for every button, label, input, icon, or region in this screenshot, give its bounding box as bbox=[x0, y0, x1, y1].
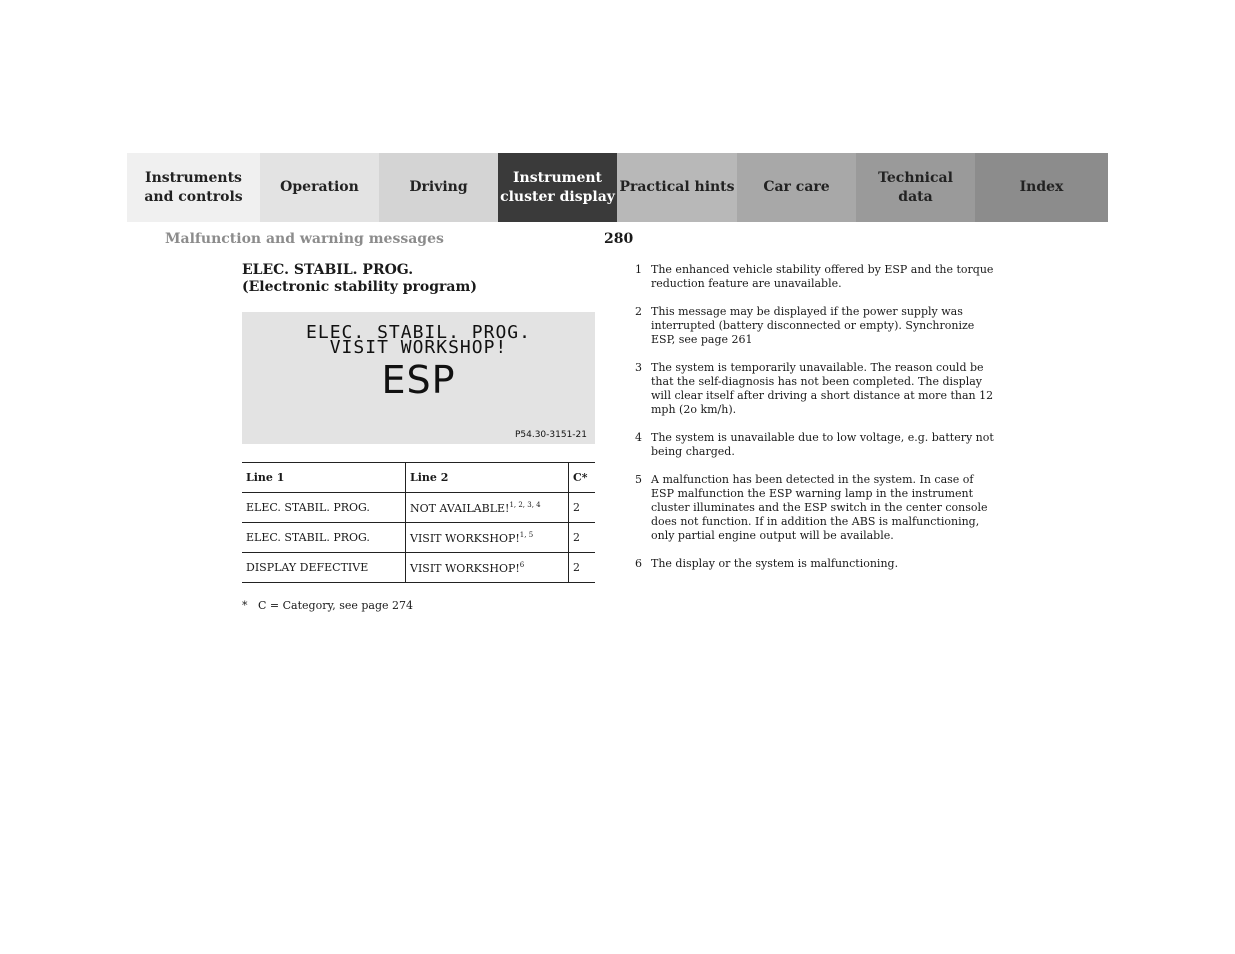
tab-operation[interactable]: Operation bbox=[260, 153, 379, 222]
display-line1: ELEC. STABIL. PROG. bbox=[306, 322, 531, 343]
note-text: The enhanced vehicle stability offered by ESP and the torque reduction feature are unavailable. bbox=[651, 263, 994, 290]
note-number: 2 bbox=[635, 305, 642, 318]
table-header-row bbox=[242, 463, 595, 493]
cell-line1: DISPLAY DEFECTIVE bbox=[242, 553, 406, 583]
cell-line2 bbox=[406, 553, 569, 583]
list-item bbox=[635, 305, 995, 347]
esp-symbol: ESP bbox=[381, 358, 456, 402]
footnote-ref: 1, 5 bbox=[519, 530, 534, 539]
display-line2: VISIT WORKSHOP! bbox=[329, 337, 508, 358]
list-item bbox=[635, 557, 995, 571]
note-text: The system is unavailable due to low voltage, e.g. battery not being charged. bbox=[651, 431, 994, 458]
cell-category: 2 bbox=[569, 493, 596, 523]
footnote-text: C = Category, see page 274 bbox=[258, 599, 414, 612]
section-tabs bbox=[127, 153, 1108, 222]
note-text: The system is temporarily unavailable. The reason could be that the self-diagnosis has not been completed. The display will clear itself after driving a short distance at more than 12 mph (2o km/h). bbox=[651, 361, 994, 416]
footnote-ref: 6 bbox=[519, 560, 525, 569]
section-heading: Malfunction and warning messages bbox=[165, 231, 444, 247]
cell-line2 bbox=[406, 493, 569, 523]
tab-car-care[interactable]: Car care bbox=[737, 153, 856, 222]
cell-category: 2 bbox=[569, 553, 596, 583]
note-text: The display or the system is malfunctioning. bbox=[651, 557, 899, 570]
cell-category: 2 bbox=[569, 523, 596, 553]
cell-line1: ELEC. STABIL. PROG. bbox=[242, 493, 406, 523]
list-item bbox=[635, 473, 995, 543]
table-row bbox=[242, 553, 595, 583]
note-number: 6 bbox=[635, 557, 642, 570]
message-title-line1: ELEC. STABIL. PROG. bbox=[242, 262, 414, 278]
table-row bbox=[242, 493, 595, 523]
message-title-line2: (Electronic stability program) bbox=[242, 279, 477, 295]
page-number: 280 bbox=[604, 231, 634, 247]
footnotes-list bbox=[635, 263, 995, 585]
tab-index[interactable]: Index bbox=[975, 153, 1108, 222]
tab-instruments-and-controls[interactable]: Instruments and controls bbox=[127, 153, 260, 222]
list-item bbox=[635, 431, 995, 459]
message-title bbox=[242, 262, 477, 296]
column-header-line2: Line 2 bbox=[406, 463, 569, 493]
cell-line2 bbox=[406, 523, 569, 553]
tab-technical-data[interactable]: Technical data bbox=[856, 153, 975, 222]
column-header-line1: Line 1 bbox=[242, 463, 406, 493]
list-item bbox=[635, 263, 995, 291]
table-footnote bbox=[242, 599, 413, 612]
cell-line2-text: VISIT WORKSHOP! bbox=[410, 531, 520, 545]
note-number: 3 bbox=[635, 361, 642, 374]
footnote-marker: * bbox=[242, 599, 248, 612]
note-number: 1 bbox=[635, 263, 642, 276]
tab-practical-hints[interactable]: Practical hints bbox=[617, 153, 737, 222]
cell-line2-text: NOT AVAILABLE! bbox=[410, 501, 510, 515]
note-text: A malfunction has been detected in the system. In case of ESP malfunction the ESP warning lamp in the instrument cluster illuminates and the ESP switch in the center console does not function. If in addition the ABS is malfunctioning, only partial engine output will be available. bbox=[651, 473, 988, 542]
tab-instrument-cluster-display[interactable]: Instrument cluster display bbox=[498, 153, 617, 222]
figure-reference: P54.30-3151-21 bbox=[514, 430, 587, 440]
column-header-category: C* bbox=[569, 463, 596, 493]
note-number: 4 bbox=[635, 431, 642, 444]
message-table bbox=[242, 462, 595, 583]
cell-line2-text: VISIT WORKSHOP! bbox=[410, 561, 520, 575]
note-number: 5 bbox=[635, 473, 642, 486]
list-item bbox=[635, 361, 995, 417]
cell-line1: ELEC. STABIL. PROG. bbox=[242, 523, 406, 553]
table-row bbox=[242, 523, 595, 553]
note-text: This message may be displayed if the power supply was interrupted (battery disconnected or empty). Synchronize ESP, see page 261 bbox=[651, 305, 975, 346]
tab-driving[interactable]: Driving bbox=[379, 153, 498, 222]
footnote-ref: 1, 2, 3, 4 bbox=[509, 500, 541, 509]
cluster-display-illustration bbox=[242, 312, 595, 444]
